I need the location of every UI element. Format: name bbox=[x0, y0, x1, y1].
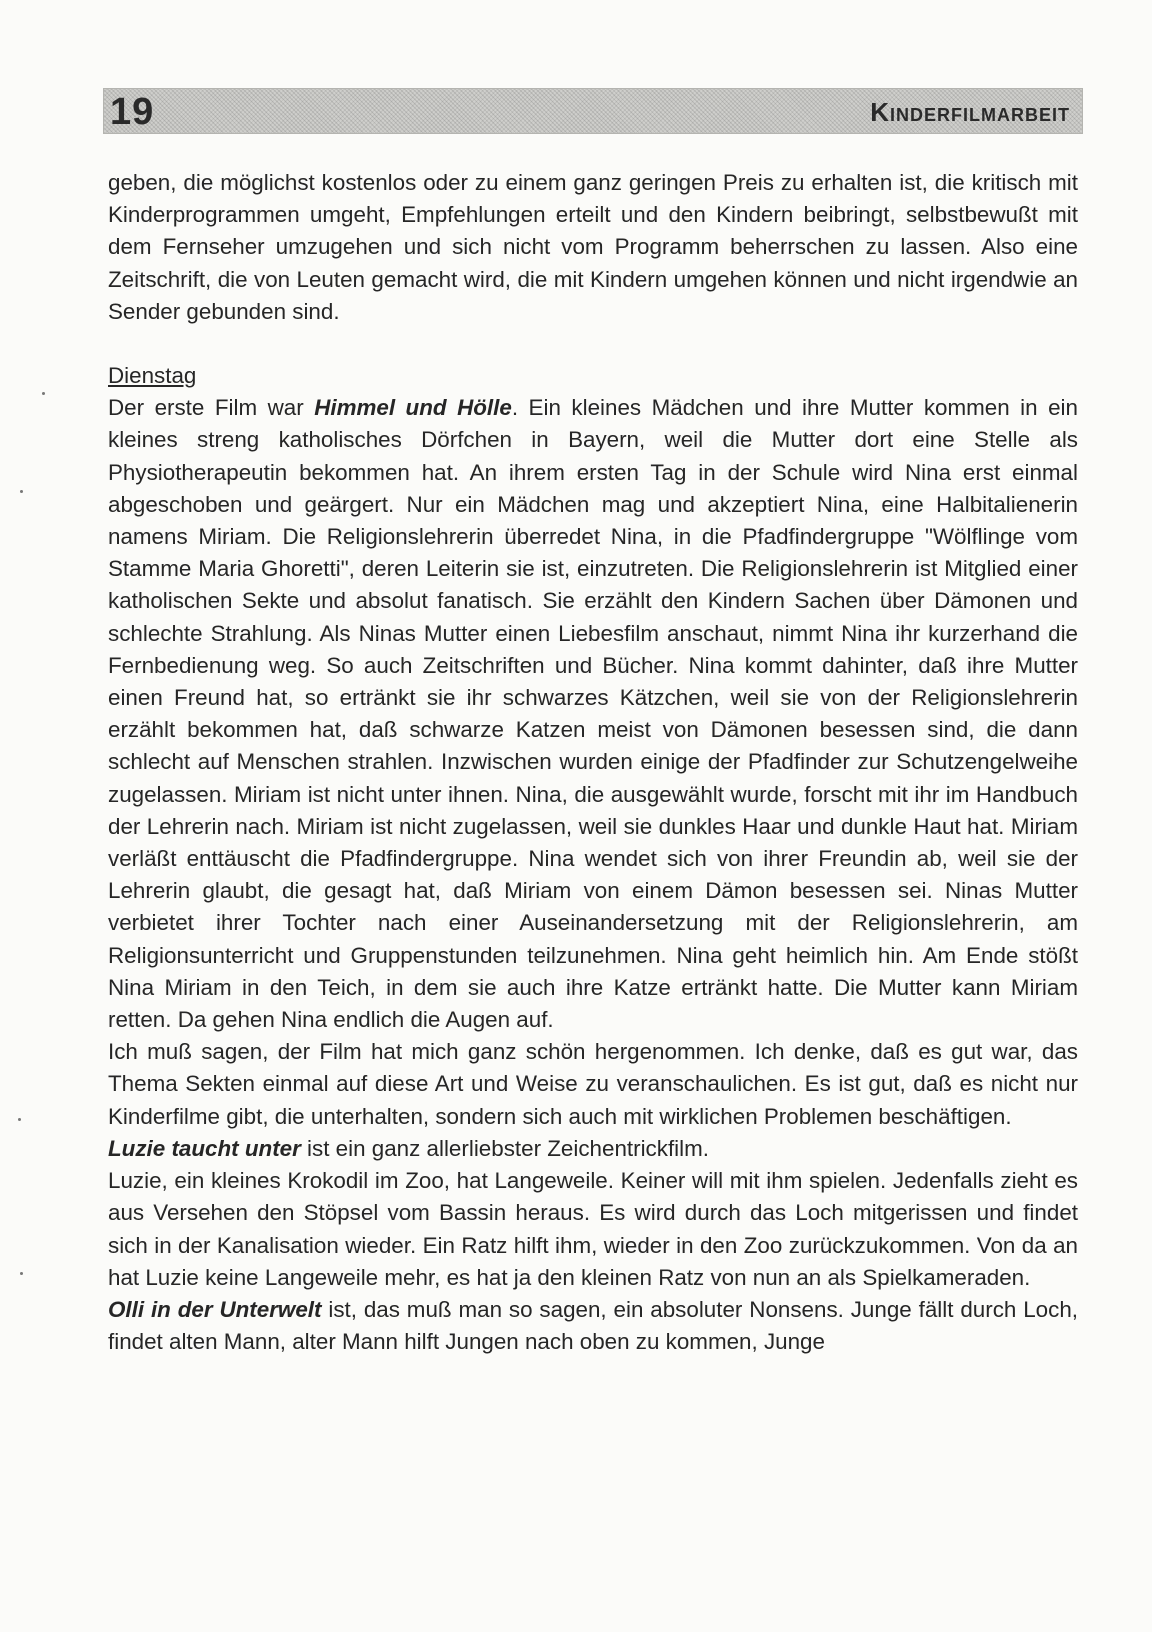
film2-lead-after: ist ein ganz allerliebster Zeichentrickfilm. bbox=[300, 1135, 709, 1161]
film2-summary: Luzie, ein kleines Krokodil im Zoo, hat Langeweile. Keiner will mit ihm spielen. Jedenfalls zieht es aus Versehen den Stöpsel vom Bassin heraus. Es wird durch das Loch mitgerissen und findet sich in der Kanalisation wieder. Ein Ratz hilft ihm, wieder in den Zoo zurückzukommen. Von da an hat Luzie keine Langeweile mehr, es hat ja den kleinen Ratz von nun an als Spielkameraden. bbox=[108, 1168, 1078, 1290]
film1-paragraph bbox=[108, 392, 1078, 1036]
film1-summary: . Ein kleines Mädchen und ihre Mutter kommen in ein kleines streng katholisches Dörfchen in Bayern, weil die Mutter dort eine Stelle als Physiotherapeutin bekommen hat. An ihrem ersten Tag in der Schule wird Nina erst einmal abgeschoben und geärgert. Nur ein Mädchen mag und akzeptiert Nina, eine Halbitalienerin namens Miriam. Die Religionslehrerin überredet Nina, in die Pfadfindergruppe "Wölflinge vom Stamme Maria Ghoretti", deren Leiterin sie ist, einzutreten. Die Religionslehrerin ist Mitglied einer katholischen Sekte und absolut fanatisch. Sie erzählt den Kindern Sachen über Dämonen und schlechte Strahlung. Als Ninas Mutter einen Liebesfilm anschaut, nimmt Nina ihr kurzerhand die Fernbedienung weg. So auch Zeitschriften und Bücher. Nina kommt dahinter, daß ihre Mutter einen Freund hat, so ertränkt sie ihr schwarzes Kätzchen, weil sie von der Religionslehrerin erzählt bekommen hat, daß schwarze Katzen meist von Dämonen besessen sind, die dann schlecht auf Menschen strahlen. Inzwischen wurden einige der Pfadfinder zur Schutzengelweihe zugelassen. Miriam ist nicht unter ihnen. Nina, die ausgewählt wurde, forscht mit ihr im Handbuch der Lehrerin nach. Miriam ist nicht zugelassen, weil sie dunkles Haar und dunkle Haut hat. Miriam verläßt enttäuscht die Pfadfindergruppe. Nina wendet sich von ihrer Freundin ab, weil sie der Lehrerin glaubt, die gesagt hat, daß Miriam von einem Dämon besessen sei. Ninas Mutter verbietet ihrer Tochter nach einer Auseinandersetzung mit der Religionslehrerin, am Religionsunterricht und Gruppenstunden teilzunehmen. Nina geht heimlich hin. Am Ende stößt Nina Miriam in den Teich, in dem sie auch ihre Katze ertränkt hatte. Die Mutter kann Miriam retten. Da gehen Nina endlich die Augen auf. bbox=[108, 395, 1078, 1033]
film2-title: Luzie taucht unter bbox=[108, 1135, 301, 1161]
article-body bbox=[108, 167, 1078, 1358]
film1-opinion: Ich muß sagen, der Film hat mich ganz schön hergenommen. Ich denke, daß es gut war, das Thema Sekten einmal auf diese Art und Weise zu veranschaulichen. Es ist gut, daß es nicht nur Kinderfilme gibt, die unterhalten, sondern sich auch mit wirklichen Problemen beschäftigen. bbox=[108, 1039, 1078, 1129]
intro-paragraph: geben, die möglichst kostenlos oder zu einem ganz geringen Preis zu erhalten ist, die kritisch mit Kinderprogrammen umgeht, Empfehlungen erteilt und den Kindern beibringt, selbstbewußt mit dem Fernseher umzugehen und sich nicht vom Programm beherrschen zu lassen. Also eine Zeitschrift, die von Leuten gemacht wird, die mit Kindern umgehen können und nicht irgendwie an Sender gebunden sind. bbox=[108, 170, 1078, 324]
section-heading bbox=[108, 360, 1078, 392]
paragraph-gap bbox=[108, 328, 1078, 360]
scan-speck bbox=[42, 392, 45, 395]
film3-lead-after: ist, das muß man so sagen, ein absoluter Nonsens. Junge fällt durch Loch, findet alten Mann, alter Mann hilft Jungen nach oben zu kommen, Junge bbox=[108, 1296, 1078, 1355]
film1-lead-before: Der erste Film war bbox=[108, 395, 315, 421]
film3-title: Olli in der Unterwelt bbox=[108, 1296, 322, 1322]
scan-speck bbox=[20, 490, 23, 493]
film3-paragraph bbox=[108, 1294, 1078, 1358]
page-number: 19 bbox=[110, 91, 155, 133]
film1-title: Himmel und Hölle bbox=[314, 395, 512, 421]
scan-speck bbox=[20, 1272, 23, 1275]
film2-intro bbox=[108, 1133, 1078, 1165]
running-title: Kinderfilmarbeit bbox=[870, 97, 1070, 127]
page-header-bar bbox=[103, 88, 1083, 134]
scan-speck bbox=[18, 1118, 21, 1121]
section-heading-text: Dienstag bbox=[108, 363, 197, 389]
